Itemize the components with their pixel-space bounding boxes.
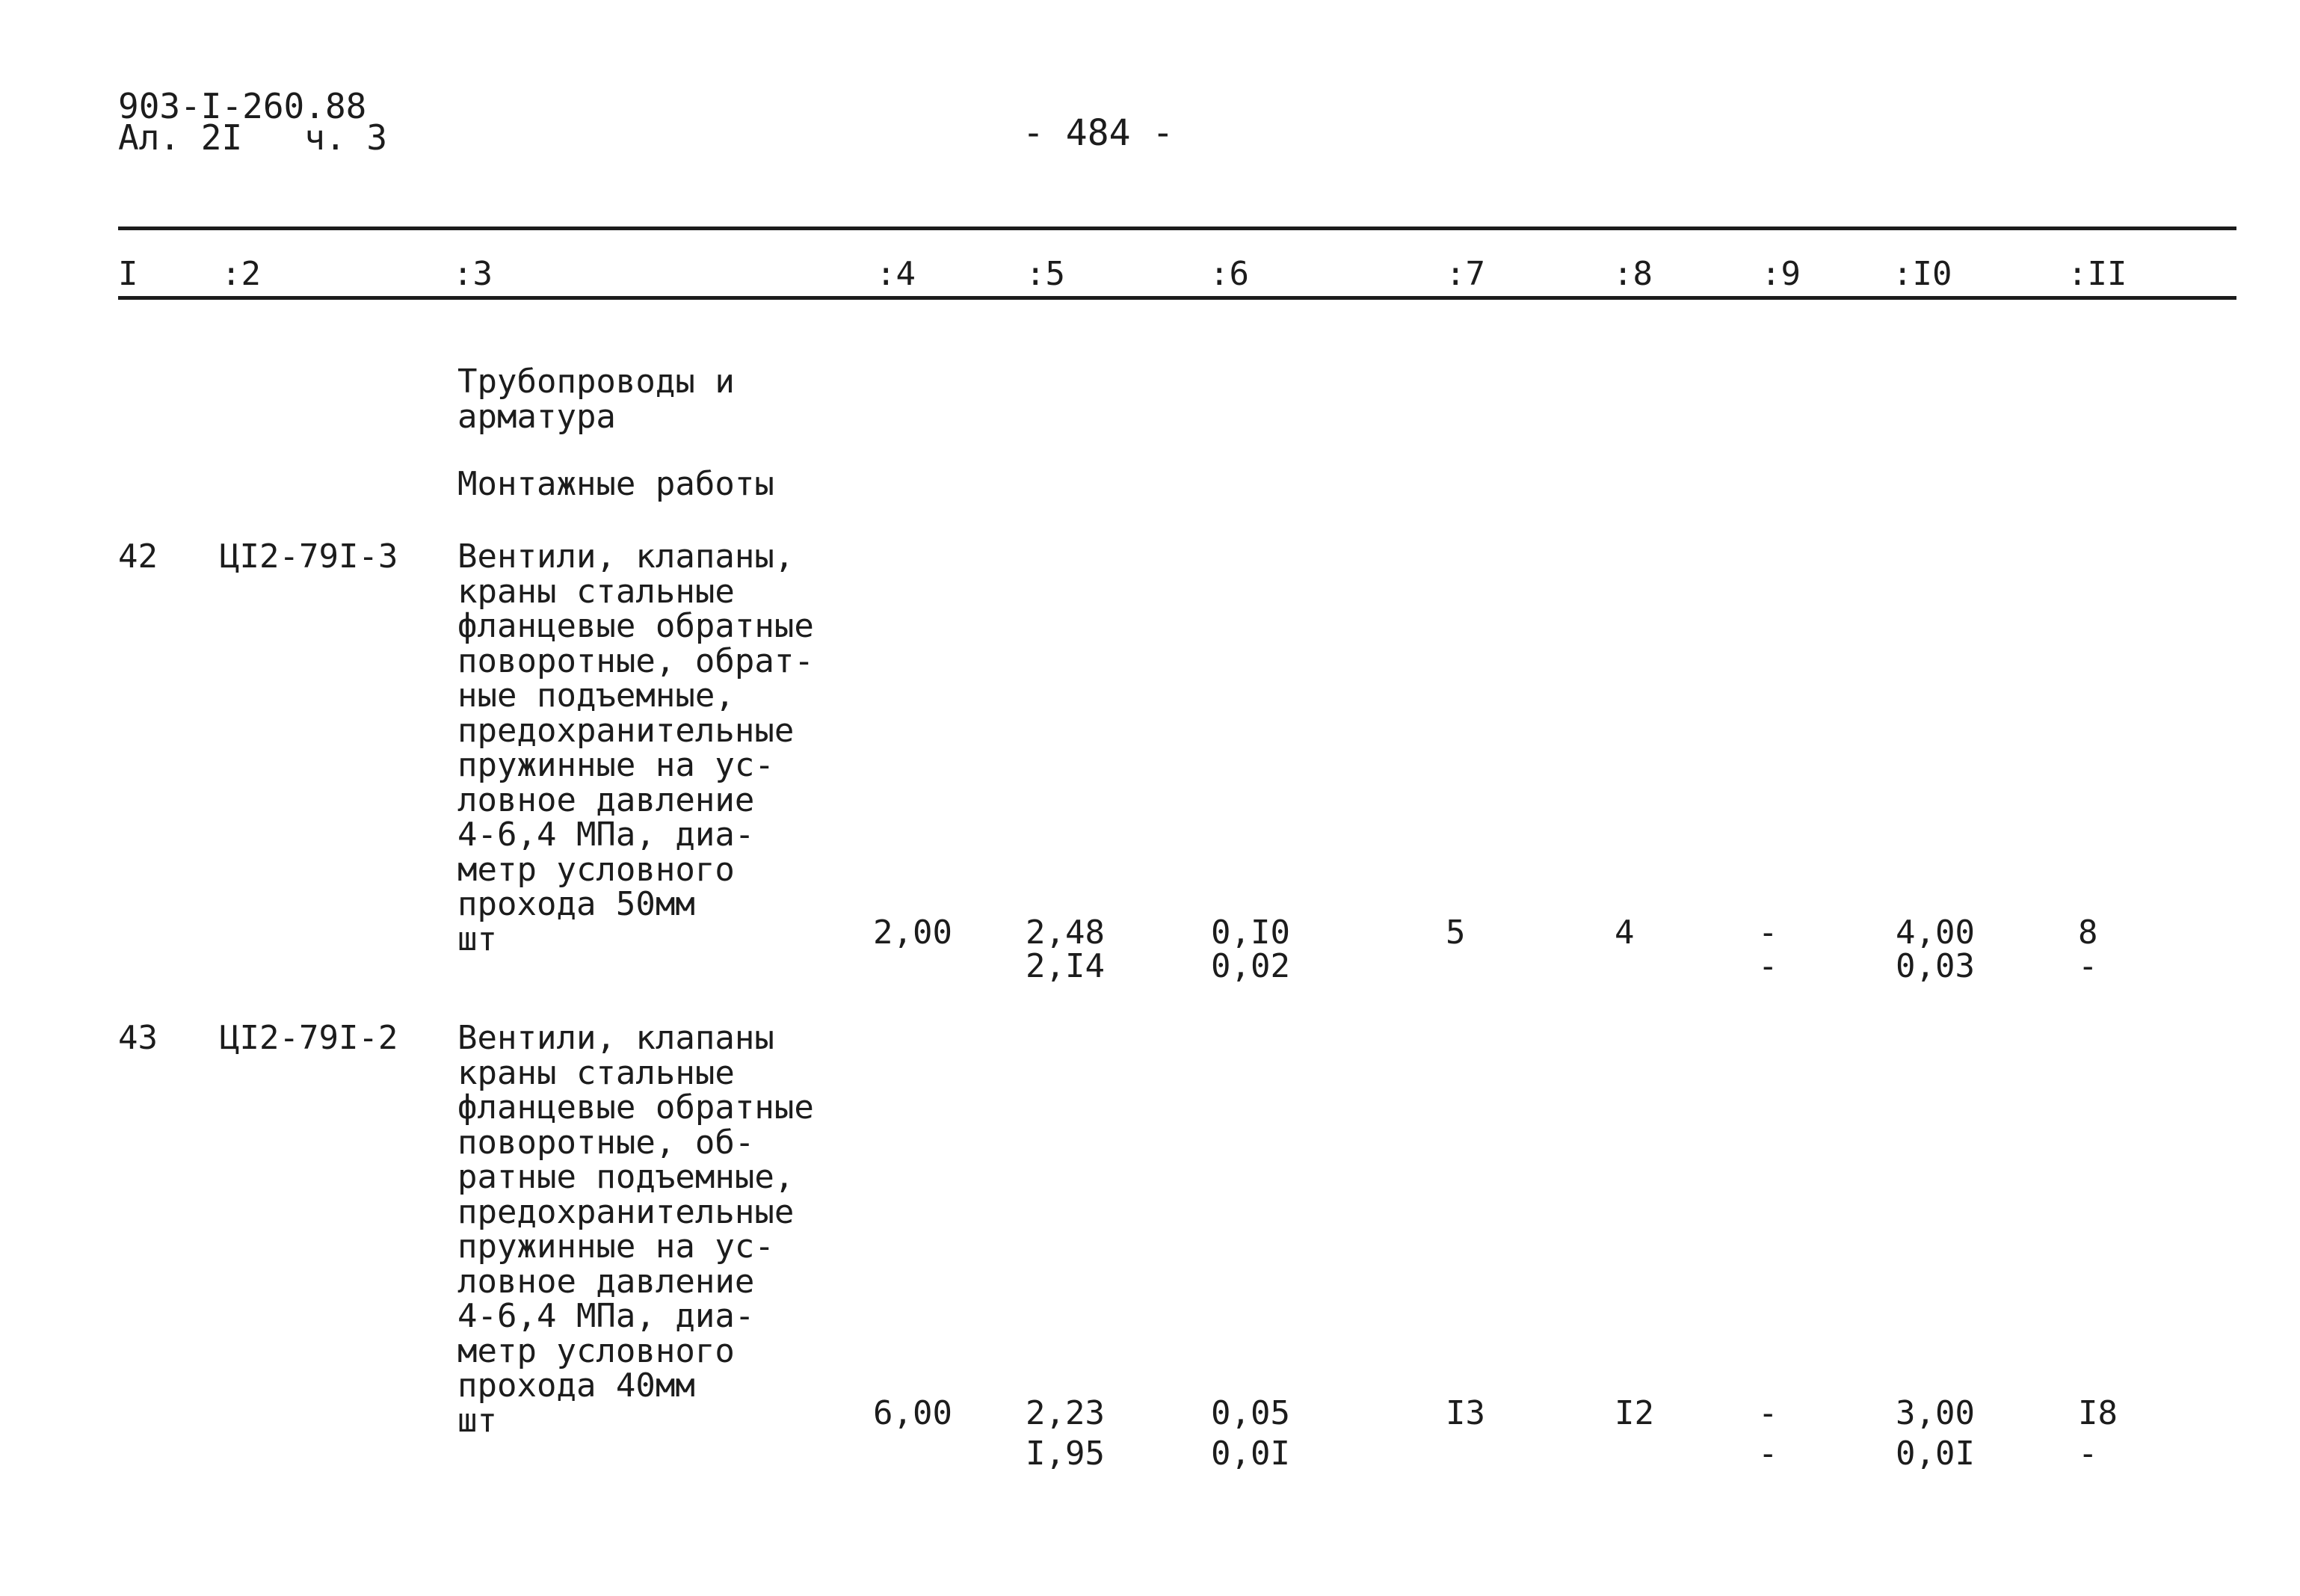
row-42-col10-top: 4,00 [1896,913,1975,952]
row-43-col9-top: - [1758,1394,1778,1432]
row-42-col9-top: - [1758,913,1778,952]
row-42-col4: 2,00 [873,913,952,952]
col-header-6: :6 [1209,255,1249,293]
row-42-col5-top: 2,48 [1026,913,1105,952]
col-header-7: :7 [1446,255,1485,293]
row-42-col11-bottom: - [2078,947,2098,985]
row-43-col4: 6,00 [873,1394,952,1432]
row-43-col5-bottom: I,95 [1026,1435,1105,1473]
col-header-2: :2 [221,255,261,293]
row-43-col10-top: 3,00 [1896,1394,1975,1432]
header-rule-bottom [118,296,2236,300]
row-42-col7: 5 [1446,913,1466,952]
row-42-col10-bottom: 0,03 [1896,947,1975,985]
row-42-col6-top: 0,I0 [1211,913,1290,952]
col-header-9: :9 [1761,255,1801,293]
row-42-code: ЦI2-79I-3 [220,537,398,576]
doc-code: 903-I-260.88 [118,86,367,126]
col-header-8: :8 [1613,255,1653,293]
row-42-col9-bottom: - [1758,947,1778,985]
row-43-col11-top: I8 [2078,1394,2118,1432]
row-42-col11-top: 8 [2078,913,2098,952]
col-header-3: :3 [453,255,493,293]
header-rule-top [118,227,2236,230]
row-43-description: Вентили, клапаны краны стальные фланцевые обратные поворотные, об- ратные подъемные, предохранительные пружинные на ус- ловное давление 4-6,4 МПа, диа- метр условного прохода 40мм шт [457,1019,814,1440]
col-header-11: :II [2068,255,2127,293]
row-42-col6-bottom: 0,02 [1211,947,1290,985]
col-header-10: :I0 [1893,255,1952,293]
col-header-5: :5 [1026,255,1065,293]
row-43-col7: I3 [1446,1394,1485,1432]
row-43-col9-bottom: - [1758,1435,1778,1473]
row-42-description: Вентили, клапаны, краны стальные фланцевые обратные поворотные, обрат- ные подъемные, предохранительные пружинные на ус- ловное давление 4-6,4 МПа, диа- метр условного прохода 50мм шт [457,537,814,958]
row-43-code: ЦI2-79I-2 [220,1019,398,1057]
section-title: Трубопроводы и арматура [457,363,735,436]
page-number: - 484 - [1023,112,1174,154]
row-43-number: 43 [118,1019,158,1057]
col-header-4: :4 [876,255,916,293]
row-42-number: 42 [118,537,158,576]
row-43-col11-bottom: - [2078,1435,2098,1473]
row-43-col6-bottom: 0,0I [1211,1435,1290,1473]
sheet-info: Ал. 2I ч. 3 [118,117,388,158]
row-42-col5-bottom: 2,I4 [1026,947,1105,985]
row-43-col8: I2 [1615,1394,1654,1432]
col-header-1: I [118,255,138,293]
row-43-col10-bottom: 0,0I [1896,1435,1975,1473]
row-43-col5-top: 2,23 [1026,1394,1105,1432]
row-42-col8: 4 [1615,913,1635,952]
row-43-col6-top: 0,05 [1211,1394,1290,1432]
section-subtitle: Монтажные работы [457,465,774,503]
